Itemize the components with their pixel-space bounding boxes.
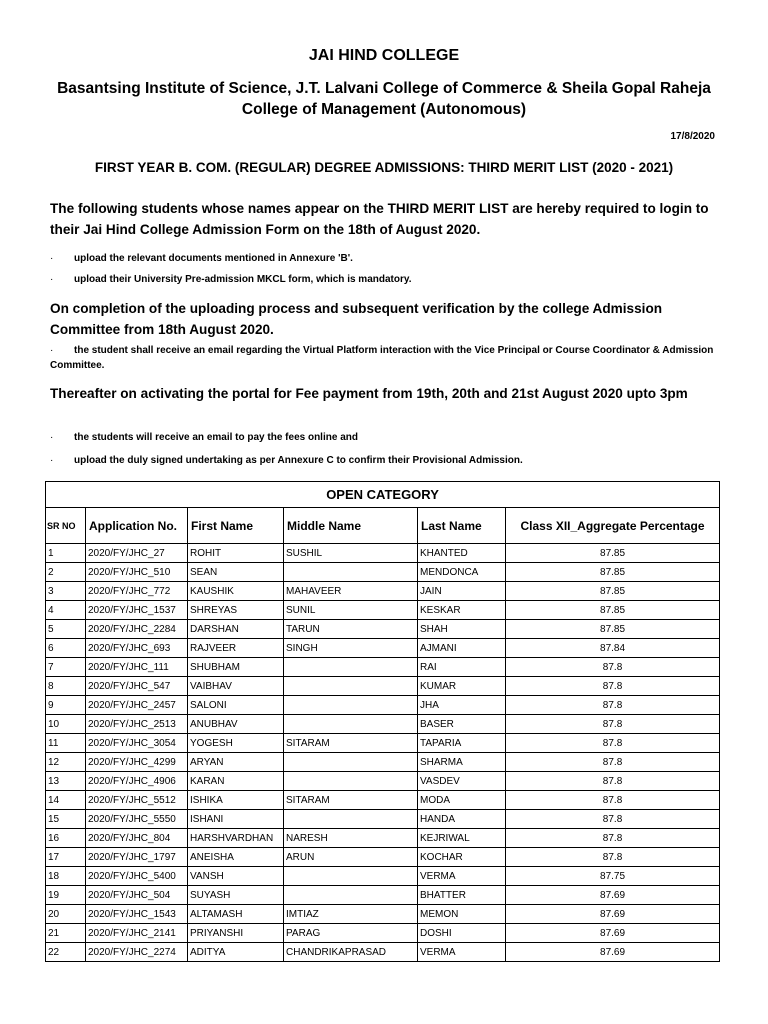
sr-no-cell: 13	[46, 772, 86, 791]
college-name: JAI HIND COLLEGE	[308, 47, 460, 64]
instruction-paragraph-login: The following students whose names appear on the THIRD MERIT LIST are hereby required to login to their Jai Hind College Admission Form on the 18th of August 2020.	[50, 201, 709, 237]
sr-no-cell: 20	[46, 905, 86, 924]
table-row	[46, 582, 720, 601]
table-row	[46, 905, 720, 924]
last-name-cell: KESKAR	[418, 601, 506, 620]
application-no-cell: 2020/FY/JHC_504	[86, 886, 188, 905]
last-name-cell: HANDA	[418, 810, 506, 829]
sr-no-cell: 14	[46, 791, 86, 810]
bullet-text: the student shall receive an email regarding the Virtual Platform interaction with the Vice Principal or Course Coordinator & Admission Committee.	[50, 345, 714, 371]
last-name-cell: VERMA	[418, 943, 506, 962]
middle-name-cell	[284, 886, 418, 905]
last-name-cell: KHANTED	[418, 544, 506, 563]
application-no-cell: 2020/FY/JHC_804	[86, 829, 188, 848]
first-name-cell: ROHIT	[188, 544, 284, 563]
percentage-cell: 87.69	[506, 924, 720, 943]
middle-name-cell: ARUN	[284, 848, 418, 867]
percentage-cell: 87.8	[506, 810, 720, 829]
column-header-row	[46, 508, 720, 544]
last-name-cell: KEJRIWAL	[418, 829, 506, 848]
application-no-cell: 2020/FY/JHC_1797	[86, 848, 188, 867]
first-name-cell: ANEISHA	[188, 848, 284, 867]
first-name-cell: SALONI	[188, 696, 284, 715]
percentage-cell: 87.8	[506, 753, 720, 772]
application-no-cell: 2020/FY/JHC_5512	[86, 791, 188, 810]
table-row	[46, 544, 720, 563]
percentage-cell: 87.85	[506, 601, 720, 620]
bullet-glyph: ·	[50, 432, 54, 443]
middle-name-cell	[284, 696, 418, 715]
application-no-cell: 2020/FY/JHC_5400	[86, 867, 188, 886]
instruction-paragraph-fee-payment: Thereafter on activating the portal for Fee payment from 19th, 20th and 21st August 2020 upto 3pm	[50, 386, 688, 401]
sr-no-cell: 11	[46, 734, 86, 753]
last-name-cell: MENDONCA	[418, 563, 506, 582]
first-name-cell: YOGESH	[188, 734, 284, 753]
application-no-cell: 2020/FY/JHC_27	[86, 544, 188, 563]
application-no-cell: 2020/FY/JHC_693	[86, 639, 188, 658]
percentage-cell: 87.8	[506, 677, 720, 696]
sr-no-cell: 10	[46, 715, 86, 734]
bullet-virtual-interaction	[50, 343, 720, 373]
first-name-cell: ISHIKA	[188, 791, 284, 810]
last-name-cell: SHARMA	[418, 753, 506, 772]
last-name-cell: MODA	[418, 791, 506, 810]
sr-no-cell: 15	[46, 810, 86, 829]
sr-no-cell: 4	[46, 601, 86, 620]
sr-no-cell: 17	[46, 848, 86, 867]
sr-no-cell: 8	[46, 677, 86, 696]
first-name-cell: SUYASH	[188, 886, 284, 905]
instruction-paragraph-verification: On completion of the uploading process and subsequent verification by the college Admission Committee from 18th August 2020.	[50, 301, 663, 337]
table-row	[46, 810, 720, 829]
column-header-percentage: Class XII_Aggregate Percentage	[506, 508, 720, 544]
table-row	[46, 639, 720, 658]
percentage-cell: 87.85	[506, 582, 720, 601]
middle-name-cell: SITARAM	[284, 734, 418, 753]
application-no-cell: 2020/FY/JHC_111	[86, 658, 188, 677]
bullet-glyph: ·	[50, 253, 54, 264]
percentage-cell: 87.69	[506, 943, 720, 962]
percentage-cell: 87.85	[506, 563, 720, 582]
middle-name-cell: NARESH	[284, 829, 418, 848]
last-name-cell: BASER	[418, 715, 506, 734]
last-name-cell: KOCHAR	[418, 848, 506, 867]
merit-list-table	[45, 481, 720, 962]
percentage-cell: 87.8	[506, 772, 720, 791]
merit-table-body	[46, 544, 720, 962]
middle-name-cell: SINGH	[284, 639, 418, 658]
table-row	[46, 924, 720, 943]
last-name-cell: VERMA	[418, 867, 506, 886]
bullet-text: upload the relevant documents mentioned in Annexure 'B'.	[74, 253, 353, 264]
application-no-cell: 2020/FY/JHC_2284	[86, 620, 188, 639]
middle-name-cell: PARAG	[284, 924, 418, 943]
first-name-cell: DARSHAN	[188, 620, 284, 639]
table-row	[46, 563, 720, 582]
first-name-cell: ISHANI	[188, 810, 284, 829]
bullet-upload-undertaking	[50, 453, 720, 468]
percentage-cell: 87.8	[506, 658, 720, 677]
last-name-cell: SHAH	[418, 620, 506, 639]
sr-no-cell: 7	[46, 658, 86, 677]
application-no-cell: 2020/FY/JHC_4299	[86, 753, 188, 772]
first-name-cell: PRIYANSHI	[188, 924, 284, 943]
last-name-cell: VASDEV	[418, 772, 506, 791]
column-header-application-no: Application No.	[86, 508, 188, 544]
percentage-cell: 87.69	[506, 886, 720, 905]
bullet-upload-mkcl-form	[50, 272, 720, 287]
middle-name-cell	[284, 715, 418, 734]
first-name-cell: SEAN	[188, 563, 284, 582]
last-name-cell: JAIN	[418, 582, 506, 601]
first-name-cell: ADITYA	[188, 943, 284, 962]
application-no-cell: 2020/FY/JHC_2274	[86, 943, 188, 962]
middle-name-cell	[284, 563, 418, 582]
middle-name-cell	[284, 658, 418, 677]
table-row	[46, 772, 720, 791]
table-row	[46, 829, 720, 848]
table-row	[46, 677, 720, 696]
bullet-text: upload the duly signed undertaking as per Annexure C to confirm their Provisional Admission.	[74, 455, 523, 466]
category-row	[46, 482, 720, 508]
first-name-cell: HARSHVARDHAN	[188, 829, 284, 848]
bullet-glyph: ·	[50, 345, 54, 356]
last-name-cell: BHATTER	[418, 886, 506, 905]
column-header-middle-name: Middle Name	[284, 508, 418, 544]
percentage-cell: 87.75	[506, 867, 720, 886]
first-name-cell: KAUSHIK	[188, 582, 284, 601]
first-name-cell: ANUBHAV	[188, 715, 284, 734]
application-no-cell: 2020/FY/JHC_2141	[86, 924, 188, 943]
application-no-cell: 2020/FY/JHC_1537	[86, 601, 188, 620]
bullet-text: the students will receive an email to pay the fees online and	[74, 432, 358, 443]
first-name-cell: SHUBHAM	[188, 658, 284, 677]
percentage-cell: 87.8	[506, 829, 720, 848]
first-name-cell: KARAN	[188, 772, 284, 791]
middle-name-cell: SUSHIL	[284, 544, 418, 563]
table-row	[46, 696, 720, 715]
last-name-cell: KUMAR	[418, 677, 506, 696]
column-header-last-name: Last Name	[418, 508, 506, 544]
application-no-cell: 2020/FY/JHC_3054	[86, 734, 188, 753]
document-date: 17/8/2020	[670, 131, 715, 142]
application-no-cell: 2020/FY/JHC_547	[86, 677, 188, 696]
table-row	[46, 848, 720, 867]
bullet-upload-documents	[50, 251, 720, 266]
category-heading: OPEN CATEGORY	[46, 482, 720, 508]
table-row	[46, 943, 720, 962]
first-name-cell: RAJVEER	[188, 639, 284, 658]
first-name-cell: VAIBHAV	[188, 677, 284, 696]
application-no-cell: 2020/FY/JHC_772	[86, 582, 188, 601]
last-name-cell: RAI	[418, 658, 506, 677]
application-no-cell: 2020/FY/JHC_1543	[86, 905, 188, 924]
percentage-cell: 87.85	[506, 620, 720, 639]
percentage-cell: 87.8	[506, 848, 720, 867]
application-no-cell: 2020/FY/JHC_2457	[86, 696, 188, 715]
middle-name-cell: SUNIL	[284, 601, 418, 620]
last-name-cell: JHA	[418, 696, 506, 715]
table-row	[46, 658, 720, 677]
sr-no-cell: 5	[46, 620, 86, 639]
last-name-cell: AJMANI	[418, 639, 506, 658]
percentage-cell: 87.8	[506, 696, 720, 715]
first-name-cell: VANSH	[188, 867, 284, 886]
percentage-cell: 87.69	[506, 905, 720, 924]
column-header-sr-no: SR NO	[46, 508, 86, 544]
application-no-cell: 2020/FY/JHC_510	[86, 563, 188, 582]
table-row	[46, 734, 720, 753]
sr-no-cell: 19	[46, 886, 86, 905]
middle-name-cell	[284, 867, 418, 886]
sr-no-cell: 16	[46, 829, 86, 848]
percentage-cell: 87.85	[506, 544, 720, 563]
sr-no-cell: 22	[46, 943, 86, 962]
merit-list-title: FIRST YEAR B. COM. (REGULAR) DEGREE ADMISSIONS: THIRD MERIT LIST (2020 - 2021)	[94, 160, 674, 175]
sr-no-cell: 3	[46, 582, 86, 601]
sr-no-cell: 6	[46, 639, 86, 658]
percentage-cell: 87.84	[506, 639, 720, 658]
middle-name-cell	[284, 810, 418, 829]
sr-no-cell: 12	[46, 753, 86, 772]
table-row	[46, 791, 720, 810]
institution-name-line2: College of Management (Autonomous)	[241, 101, 527, 118]
percentage-cell: 87.8	[506, 791, 720, 810]
bullet-pay-fees	[50, 430, 720, 445]
application-no-cell: 2020/FY/JHC_5550	[86, 810, 188, 829]
last-name-cell: MEMON	[418, 905, 506, 924]
sr-no-cell: 9	[46, 696, 86, 715]
table-row	[46, 886, 720, 905]
table-row	[46, 620, 720, 639]
middle-name-cell: IMTIAZ	[284, 905, 418, 924]
percentage-cell: 87.8	[506, 734, 720, 753]
column-header-first-name: First Name	[188, 508, 284, 544]
table-row	[46, 715, 720, 734]
sr-no-cell: 2	[46, 563, 86, 582]
application-no-cell: 2020/FY/JHC_4906	[86, 772, 188, 791]
sr-no-cell: 18	[46, 867, 86, 886]
middle-name-cell	[284, 772, 418, 791]
bullet-text: upload their University Pre-admission MKCL form, which is mandatory.	[74, 274, 412, 285]
table-row	[46, 753, 720, 772]
application-no-cell: 2020/FY/JHC_2513	[86, 715, 188, 734]
table-row	[46, 867, 720, 886]
sr-no-cell: 1	[46, 544, 86, 563]
table-row	[46, 601, 720, 620]
last-name-cell: TAPARIA	[418, 734, 506, 753]
sr-no-cell: 21	[46, 924, 86, 943]
percentage-cell: 87.8	[506, 715, 720, 734]
institution-name-line1: Basantsing Institute of Science, J.T. Lalvani College of Commerce & Sheila Gopal Raheja	[57, 80, 711, 97]
middle-name-cell: SITARAM	[284, 791, 418, 810]
bullet-glyph: ·	[50, 274, 54, 285]
first-name-cell: SHREYAS	[188, 601, 284, 620]
middle-name-cell: MAHAVEER	[284, 582, 418, 601]
middle-name-cell: TARUN	[284, 620, 418, 639]
bullet-glyph: ·	[50, 455, 54, 466]
middle-name-cell: CHANDRIKAPRASAD	[284, 943, 418, 962]
middle-name-cell	[284, 753, 418, 772]
first-name-cell: ALTAMASH	[188, 905, 284, 924]
middle-name-cell	[284, 677, 418, 696]
last-name-cell: DOSHI	[418, 924, 506, 943]
first-name-cell: ARYAN	[188, 753, 284, 772]
